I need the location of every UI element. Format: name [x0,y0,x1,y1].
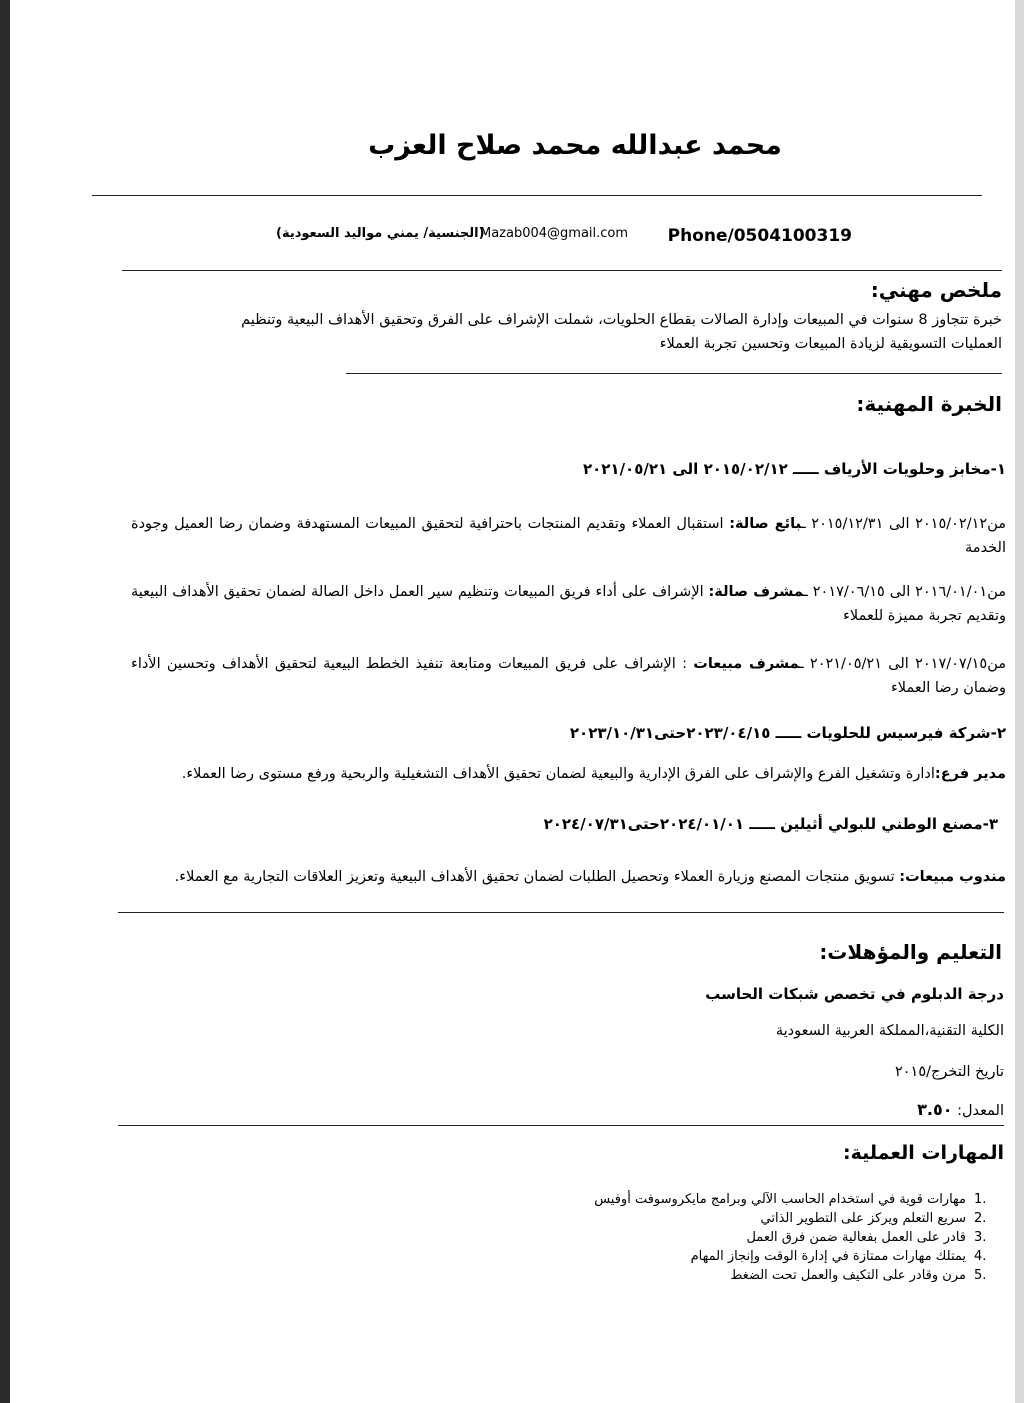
role-name: مشرف مبيعات [693,656,800,672]
email-address: Mazab004@gmail.com [480,226,629,241]
education-heading: التعليم والمؤهلات: [819,940,1002,964]
role-name: مندوب مبيعات: [899,869,1006,885]
job-title: ٣-مصنع الوطني للبولي أثيلين ـــــ ٢٠٢٤/٠١/٠١حتى٢٠٢٤/٠٧/٣١ [543,815,998,833]
list-item [574,1209,1004,1228]
divider [122,270,1002,271]
list-item [574,1247,1004,1266]
divider [118,912,1004,913]
nationality: (الجنسية/ يمني مواليد السعودية) [276,226,485,241]
skill-text: مرن وقادر على التكيف والعمل تحت الضغط [730,1268,966,1283]
summary-heading: ملخص مهني: [870,278,1002,302]
gpa-label: المعدل: [952,1103,1004,1119]
college: الكلية التقنية،المملكة العربية السعودية [775,1023,1004,1039]
skill-text: قادر على العمل بفعالية ضمن فرق العمل [746,1230,966,1245]
job-role [131,762,1006,786]
job-title: ٢-شركة فيرسيس للحلويات ـــــ ٢٠٢٣/٠٤/١٥حتى٢٠٢٣/١٠/٣١ [569,724,1006,742]
role-name: مشرف صالة: [708,584,804,600]
role-dates: من٢٠١٦/٠١/٠١ الى ٢٠١٧/٠٦/١٥ ـ [803,584,1006,600]
role-name: بائع صالة: [729,516,802,532]
job-role [131,580,1006,628]
role-name: مدير فرع: [934,766,1006,782]
skill-number: 1. [974,1192,987,1207]
divider [92,195,982,196]
role-description: ادارة وتشغيل الفرع والإشراف على الفرق الإدارية والبيعية لضمان تحقيق الأهداف التشغيلية والربحية ورفع مستوى رضا العملاء. [181,766,935,782]
gpa-value: ٣.٥٠ [917,1100,953,1119]
skill-number: 5. [974,1268,987,1283]
list-item [574,1266,1004,1285]
graduation-date: تاريخ التخرج/٢٠١٥ [894,1064,1004,1080]
job-role [131,512,1006,560]
summary-line: خبرة تتجاوز 8 سنوات في المبيعات وإدارة الصالات بقطاع الحلويات، شملت الإشراف على الفرق وتحقيق الأهداف البيعية وتنظيم [241,312,1002,328]
divider [118,1125,1004,1126]
job-title: ١-مخابز وحلويات الأرياف ـــــ ٢٠١٥/٠٢/١٢ الى ٢٠٢١/٠٥/٢١ [582,460,1006,478]
role-dates: من٢٠١٧/٠٧/١٥ الى ٢٠٢١/٠٥/٢١ ـ [799,656,1006,672]
skill-number: 2. [974,1211,987,1226]
skill-text: يمتلك مهارات ممتازة في إدارة الوقت وإنجاز المهام [690,1249,966,1264]
job-role [131,865,1006,889]
divider [346,373,1002,374]
contact-line [240,226,860,252]
skill-number: 3. [974,1230,987,1245]
phone-number: Phone/0504100319 [667,226,852,246]
skill-number: 4. [974,1249,987,1264]
role-description: الإشراف على أداء فريق المبيعات وتنظيم سير العمل داخل الصالة لضمان تحقيق الأهداف البيعية وتقديم تجربة مميزة للعملاء [131,584,1006,624]
experience-heading: الخبرة المهنية: [856,392,1002,416]
summary-text [142,308,1002,356]
skill-text: مهارات قوية في استخدام الحاسب الآلي وبرامج مايكروسوفت أوفيس [594,1192,966,1207]
list-item [574,1190,1004,1209]
job-role [131,652,1006,700]
person-name: محمد عبدالله محمد صلاح العزب [368,130,782,161]
role-description: استقبال العملاء وتقديم المنتجات باحترافية لتحقيق المبيعات المستهدفة وضمان رضا العميل وجودة الخدمة [131,516,1006,556]
role-dates: من٢٠١٥/٠٢/١٢ الى ٢٠١٥/١٢/٣١ ـ [801,516,1006,532]
degree: درجة الدبلوم في تخصص شبكات الحاسب [705,985,1004,1003]
skill-text: سريع التعلم ويركز على التطوير الذاتي [760,1211,966,1226]
skills-list [574,1190,1004,1285]
role-description: تسويق منتجات المصنع وزيارة العملاء وتحصيل الطلبات لضمان تحقيق الأهداف البيعية وتعزيز العلاقات التجارية مع العملاء. [174,869,900,885]
skills-heading: المهارات العملية: [843,1142,1004,1164]
list-item [574,1228,1004,1247]
summary-line: العمليات التسويقية لزيادة المبيعات وتحسين تجربة العملاء [659,336,1002,352]
gpa [917,1100,1004,1119]
role-description: : الإشراف على فريق المبيعات ومتابعة تنفيذ الخطط البيعية لتحقيق الأهداف وتحسين الأداء وضمان رضا العملاء [131,656,1006,696]
